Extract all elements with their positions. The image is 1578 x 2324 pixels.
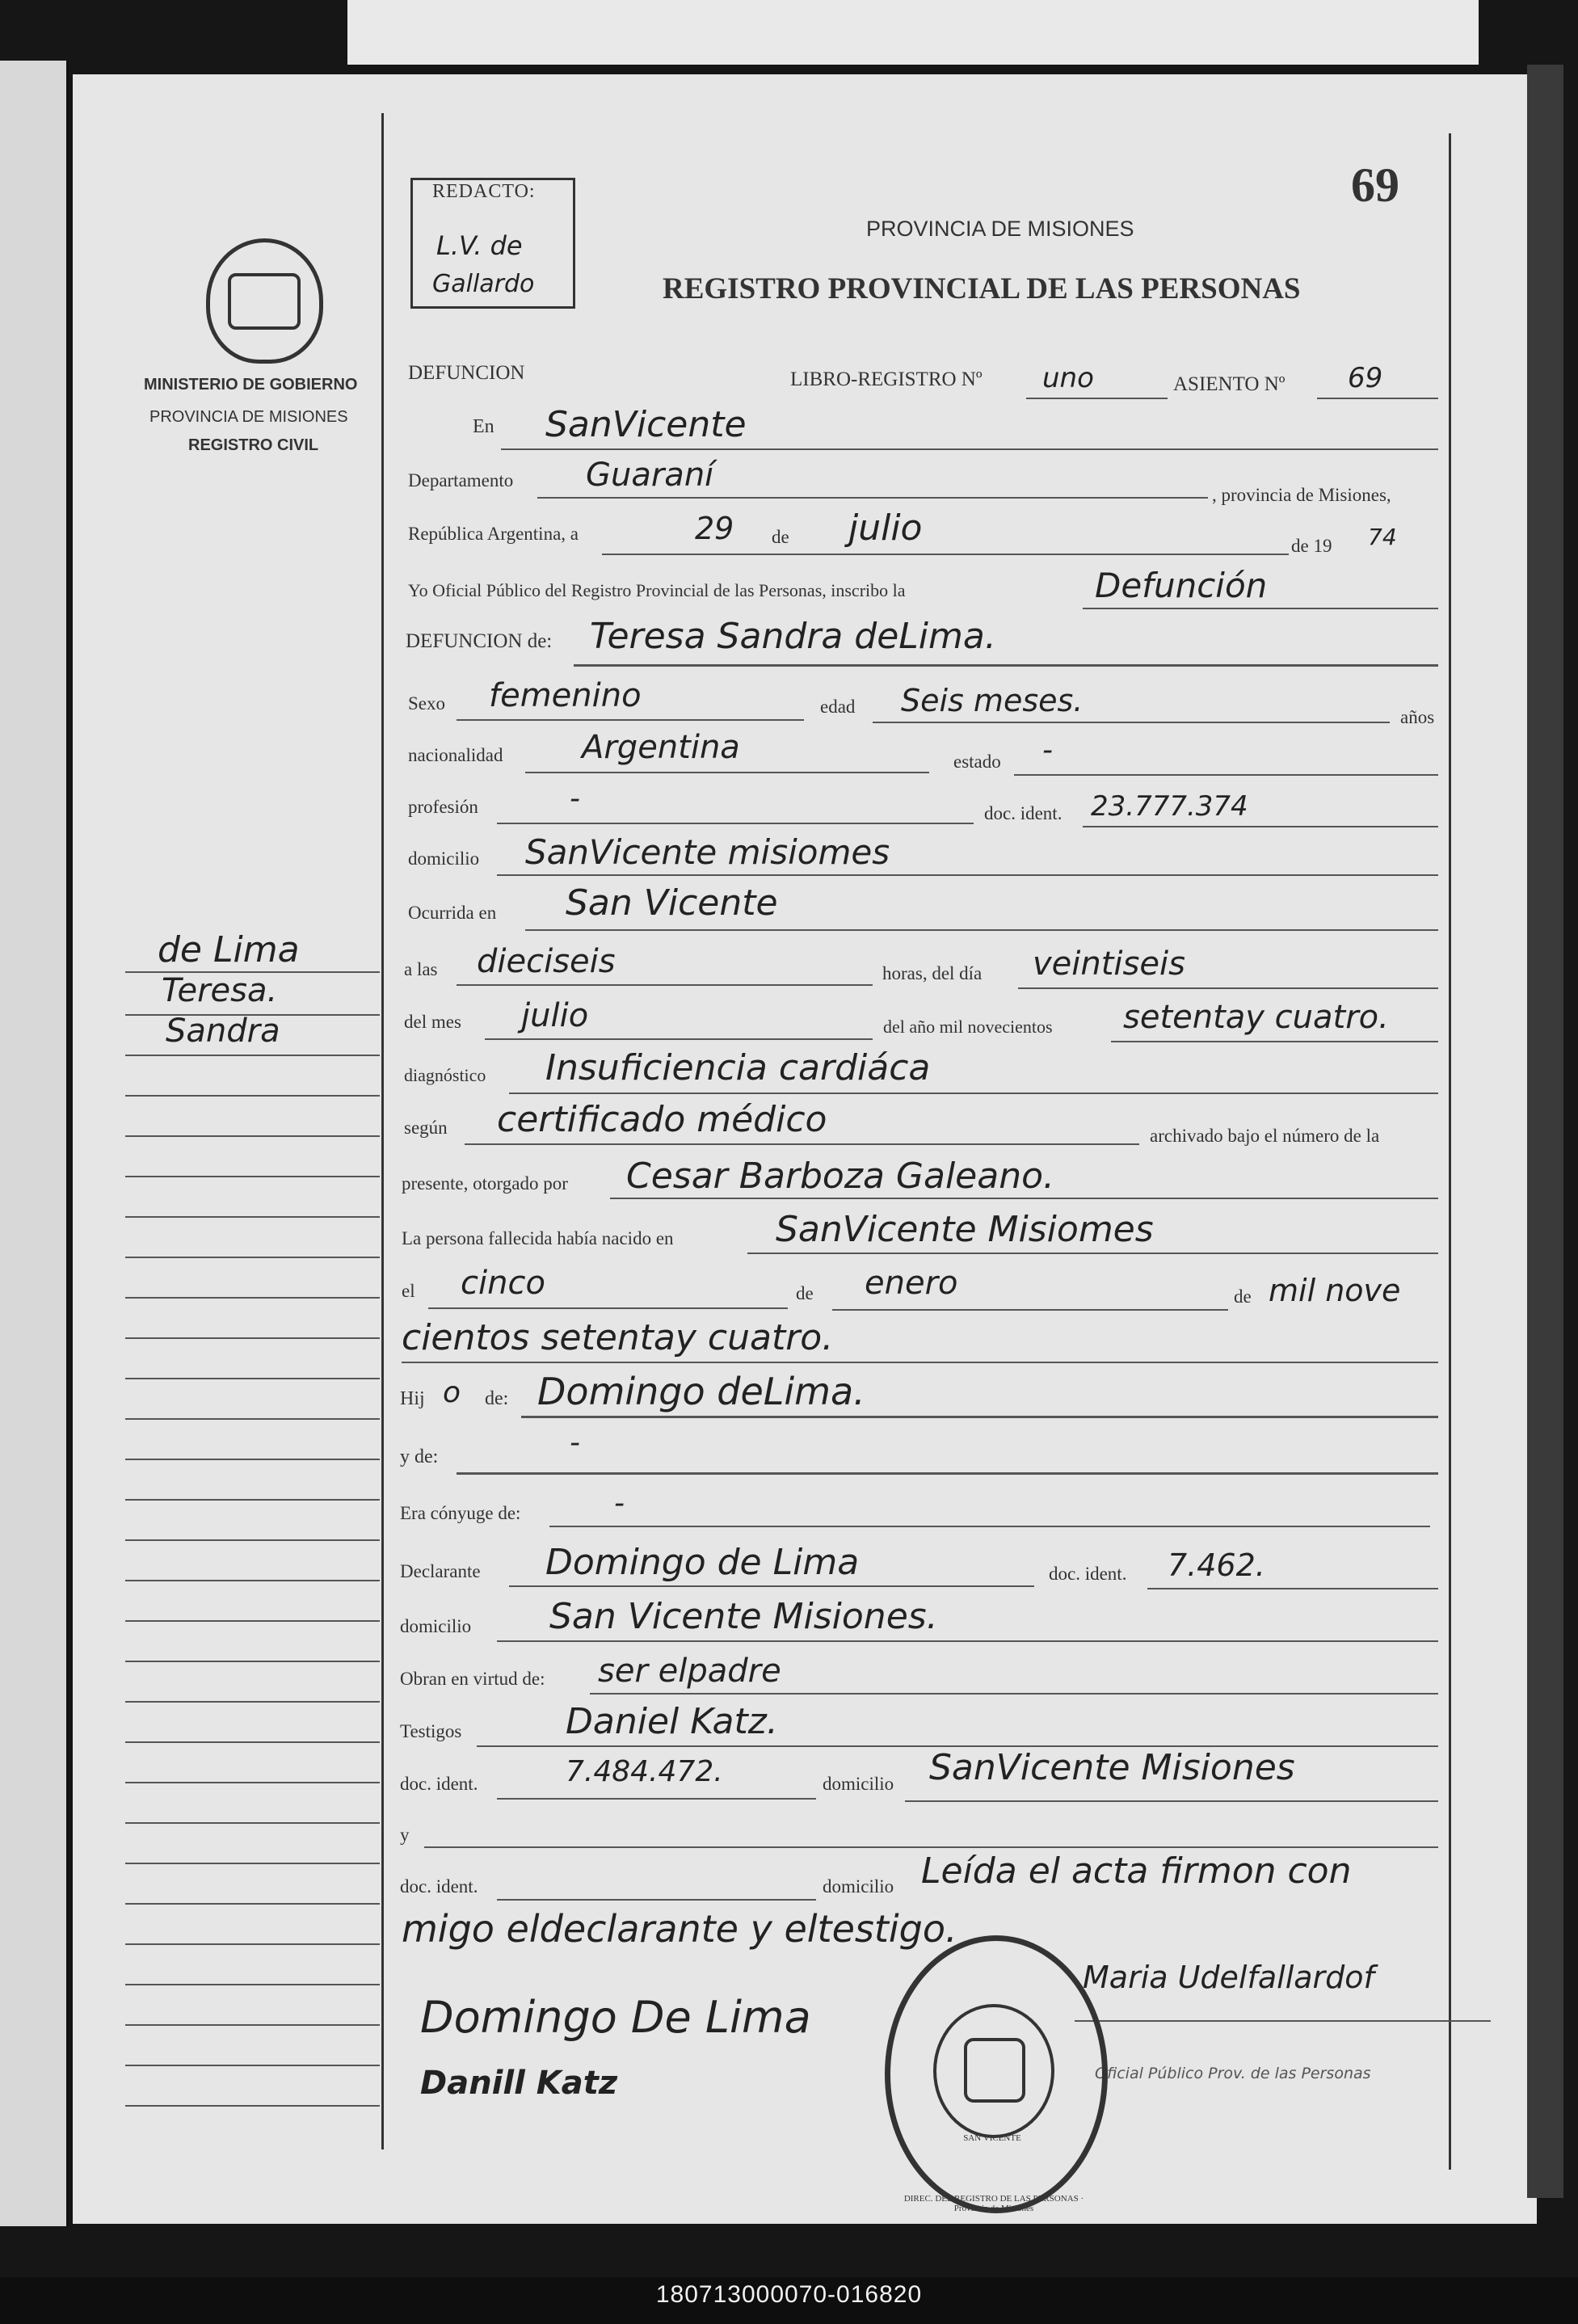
testigo-dom-value: SanVicente Misiones xyxy=(929,1747,1295,1788)
signature-oficial-title: Oficial Público Prov. de las Personas xyxy=(1095,2065,1371,2082)
del-anio-value: setentay cuatro. xyxy=(1123,999,1389,1036)
field-line xyxy=(610,1198,1438,1199)
margin-rule-line xyxy=(125,1499,380,1501)
field-line xyxy=(521,1416,1438,1418)
field-line xyxy=(457,1472,1438,1475)
estado-label: estado xyxy=(953,752,1001,772)
cientos-value: cientos setentay cuatro. xyxy=(402,1317,834,1358)
a-las-label: a las xyxy=(404,959,438,979)
conyuge-label: Era cónyuge de: xyxy=(400,1503,521,1523)
nacionalidad-label: nacionalidad xyxy=(408,745,503,765)
margin-note-line1: de Lima xyxy=(158,929,300,970)
declarante-dom-value: San Vicente Misiones. xyxy=(549,1596,938,1637)
redacto-label: REDACTO: xyxy=(432,181,536,202)
asiento-value: 69 xyxy=(1348,362,1383,394)
closing-value: migo eldeclarante y eltestigo. xyxy=(402,1907,957,1951)
y-de-label: y de: xyxy=(400,1446,439,1467)
declarante-doc-label: doc. ident. xyxy=(1049,1564,1127,1584)
document-page xyxy=(73,74,1537,2224)
margin-rule-line xyxy=(125,1903,380,1905)
nacionalidad-value: Argentina xyxy=(582,729,740,766)
profesion-label: profesión xyxy=(408,797,478,817)
margin-rule-line xyxy=(125,1459,380,1460)
defuncion-de-label: DEFUNCION de: xyxy=(406,630,553,652)
de3-value: mil nove xyxy=(1269,1273,1401,1308)
field-line xyxy=(465,1143,1139,1145)
margin-rule-line xyxy=(125,1337,380,1339)
field-line xyxy=(509,1093,1438,1094)
declarante-dom-label: domicilio xyxy=(400,1616,472,1636)
field-line xyxy=(590,1693,1438,1695)
background-page-top xyxy=(347,0,1479,65)
ocurrida-label: Ocurrida en xyxy=(408,903,497,923)
margin-rule-line xyxy=(125,1782,380,1783)
field-line xyxy=(905,1800,1438,1802)
a-las-value: dieciseis xyxy=(477,943,616,980)
margin-rule-line xyxy=(125,1863,380,1864)
field-line xyxy=(574,664,1438,667)
signature-oficial: Maria Udelfallardof xyxy=(1083,1960,1374,1995)
testigo-doc-value: 7.484.472. xyxy=(566,1755,723,1788)
libro-value: uno xyxy=(1042,362,1094,394)
testigo-dom-label: domicilio xyxy=(823,1774,894,1794)
segun-value: certificado médico xyxy=(497,1099,827,1140)
nacido-label: La persona fallecida había nacido en xyxy=(402,1228,674,1248)
doc-ident-value: 23.777.374 xyxy=(1091,790,1248,823)
signature-declarante: Domingo De Lima xyxy=(420,1992,811,2043)
de3-label: de xyxy=(1234,1286,1252,1307)
horas-value: veintiseis xyxy=(1033,945,1185,983)
hij-value: Domingo deLima. xyxy=(537,1370,865,1413)
edad-label: edad xyxy=(820,697,856,717)
nacido-value: SanVicente Misiomes xyxy=(776,1209,1154,1250)
dom2-value: Leída el acta firmon con xyxy=(921,1850,1352,1892)
field-line xyxy=(497,823,974,824)
field-line xyxy=(1111,1041,1438,1042)
y-label: y xyxy=(400,1825,410,1845)
field-line xyxy=(832,1309,1228,1311)
margin-rule-line xyxy=(125,1984,380,1985)
anos-label: años xyxy=(1400,707,1435,727)
horas-label: horas, del día xyxy=(882,963,983,983)
doc-ident-label: doc. ident. xyxy=(984,803,1063,823)
field-line xyxy=(497,1899,816,1901)
diagnostico-label: diagnóstico xyxy=(404,1065,486,1085)
right-rule xyxy=(1449,133,1451,2170)
hij-suffix: o xyxy=(443,1376,461,1409)
field-line xyxy=(873,722,1390,723)
departamento-label: Departamento xyxy=(408,470,514,490)
domicilio-value: SanVicente misiomes xyxy=(525,832,890,872)
redacto-name-line2: Gallardo xyxy=(432,270,535,298)
inscribo-value: Defunción xyxy=(1095,566,1268,605)
del-mes-label: del mes xyxy=(404,1012,461,1032)
de-label: de xyxy=(772,527,789,547)
field-line xyxy=(485,1038,873,1040)
field-line xyxy=(497,874,1438,876)
seal-coat-of-arms-icon xyxy=(964,2038,1025,2103)
field-line xyxy=(501,448,1438,450)
margin-rule-line xyxy=(125,1135,380,1137)
field-line xyxy=(457,984,873,986)
field-line xyxy=(1317,398,1438,399)
facing-page-edge xyxy=(0,61,69,2226)
testigos-value: Daniel Katz. xyxy=(566,1701,778,1742)
sexo-value: femenino xyxy=(489,677,642,714)
margin-rule-line xyxy=(125,2065,380,2066)
diagnostico-value: Insuficiencia cardiáca xyxy=(545,1047,931,1088)
defuncion-de-value: Teresa Sandra deLima. xyxy=(590,616,996,657)
field-line xyxy=(424,1846,1438,1848)
domicilio-label: domicilio xyxy=(408,848,480,869)
redacto-name-line1: L.V. de xyxy=(436,230,523,261)
margin-note-line2: Teresa. xyxy=(162,972,278,1009)
oficial-text: Yo Oficial Público del Registro Provincial de las Personas, inscribo la xyxy=(408,580,906,600)
field-line xyxy=(747,1253,1438,1254)
conyuge-value: - xyxy=(614,1487,625,1520)
anio-value: 74 xyxy=(1368,524,1397,550)
ocurrida-value: San Vicente xyxy=(566,882,778,924)
presente-value: Cesar Barboza Galeano. xyxy=(626,1156,1054,1197)
field-line xyxy=(402,1362,1438,1363)
signature-testigo: Danill Katz xyxy=(420,2065,618,2102)
field-line xyxy=(549,1526,1430,1527)
province-heading: PROVINCIA DE MISIONES xyxy=(866,217,1134,241)
el-label: el xyxy=(402,1281,415,1301)
margin-rule-line xyxy=(125,2105,380,2107)
stamp-text: DIREC. DEL REGISTRO DE LAS PERSONAS · Provincia de Misiones xyxy=(903,2194,1084,2213)
field-line xyxy=(525,929,1438,931)
ministry-line3: REGISTRO CIVIL xyxy=(188,436,319,454)
margin-rule-line xyxy=(125,1378,380,1379)
ministry-line2: PROVINCIA DE MISIONES xyxy=(149,408,348,426)
declarante-label: Declarante xyxy=(400,1561,481,1581)
declarante-value: Domingo de Lima xyxy=(545,1542,860,1583)
book-cover-edge xyxy=(1527,65,1563,2198)
en-value: SanVicente xyxy=(545,404,747,445)
margin-rule-line xyxy=(125,1822,380,1824)
dia-value: 29 xyxy=(695,511,734,546)
registry-heading: REGISTRO PROVINCIAL DE LAS PERSONAS xyxy=(663,272,1301,305)
de2-value: enero xyxy=(865,1265,958,1302)
obran-value: ser elpadre xyxy=(598,1652,781,1690)
coat-of-arms-shield-icon xyxy=(228,273,301,330)
field-line xyxy=(1026,398,1168,399)
provincia-suffix: , provincia de Misiones, xyxy=(1212,485,1391,505)
de2-label: de xyxy=(796,1283,814,1303)
mes-value: julio xyxy=(848,507,923,549)
stamp-center-text: SAN VICENTE xyxy=(963,2133,1021,2143)
margin-rule-line xyxy=(125,1701,380,1703)
defuncion-title: DEFUNCION xyxy=(408,362,525,384)
field-line xyxy=(497,1640,1438,1642)
margin-rule-line xyxy=(125,1661,380,1662)
del-mes-value: julio xyxy=(521,997,589,1034)
field-line xyxy=(537,497,1208,499)
sexo-label: Sexo xyxy=(408,693,445,714)
margin-rule-line xyxy=(125,971,380,973)
field-line xyxy=(509,1585,1034,1587)
margin-rule-line xyxy=(125,1257,380,1258)
signature-line xyxy=(1075,2020,1491,2022)
margin-rule-line xyxy=(125,1741,380,1743)
margin-rule-line xyxy=(125,2024,380,2026)
field-line xyxy=(428,1307,788,1309)
profesion-value: - xyxy=(570,782,580,815)
hij-de-label: de: xyxy=(485,1388,509,1409)
del-anio-label: del año mil novecientos xyxy=(883,1017,1053,1037)
field-line xyxy=(1147,1588,1438,1589)
field-line xyxy=(602,554,1289,555)
testigos-label: Testigos xyxy=(400,1721,462,1741)
dom2-label: domicilio xyxy=(823,1876,894,1897)
hij-label: Hij xyxy=(400,1388,425,1409)
departamento-value: Guaraní xyxy=(586,457,714,494)
margin-rule-line xyxy=(125,1014,380,1016)
field-line xyxy=(497,1798,816,1800)
testigo-doc-label: doc. ident. xyxy=(400,1774,478,1794)
margin-rule-line xyxy=(125,1539,380,1541)
libro-label: LIBRO-REGISTRO Nº xyxy=(790,368,983,390)
image-id-label: 180713000070-016820 xyxy=(655,2281,923,2308)
obran-label: Obran en virtud de: xyxy=(400,1669,545,1689)
field-line xyxy=(1018,987,1438,989)
archivado-label: archivado bajo el número de la xyxy=(1150,1126,1380,1146)
field-line xyxy=(457,719,804,721)
margin-rule-line xyxy=(125,1216,380,1218)
segun-label: según xyxy=(404,1118,448,1138)
el-value: cinco xyxy=(461,1265,545,1302)
ministry-line1: MINISTERIO DE GOBIERNO xyxy=(144,376,358,394)
en-label: En xyxy=(473,416,494,437)
margin-rule-line xyxy=(125,1418,380,1420)
margin-rule-line xyxy=(125,1055,380,1056)
margin-rule-line xyxy=(125,1943,380,1945)
margin-note-line3: Sandra xyxy=(166,1013,280,1050)
margin-rule-line xyxy=(125,1580,380,1581)
field-line xyxy=(1083,608,1438,609)
asiento-label: ASIENTO Nº xyxy=(1173,373,1286,395)
doc2-label: doc. ident. xyxy=(400,1876,478,1897)
margin-rule xyxy=(381,113,384,2149)
margin-rule-line xyxy=(125,1297,380,1299)
estado-value: - xyxy=(1042,734,1053,767)
presente-label: presente, otorgado por xyxy=(402,1173,568,1194)
field-line xyxy=(1083,826,1438,827)
margin-rule-line xyxy=(125,1095,380,1097)
y-de-value: - xyxy=(570,1426,580,1459)
field-line xyxy=(525,772,929,773)
margin-rule-line xyxy=(125,1176,380,1177)
anio-label: de 19 xyxy=(1291,536,1332,556)
declarante-doc-value: 7.462. xyxy=(1168,1547,1265,1583)
edad-value: Seis meses. xyxy=(901,683,1084,718)
republica-label: República Argentina, a xyxy=(408,524,579,544)
margin-rule-line xyxy=(125,1620,380,1622)
page-number: 69 xyxy=(1351,158,1399,212)
field-line xyxy=(1014,774,1438,776)
